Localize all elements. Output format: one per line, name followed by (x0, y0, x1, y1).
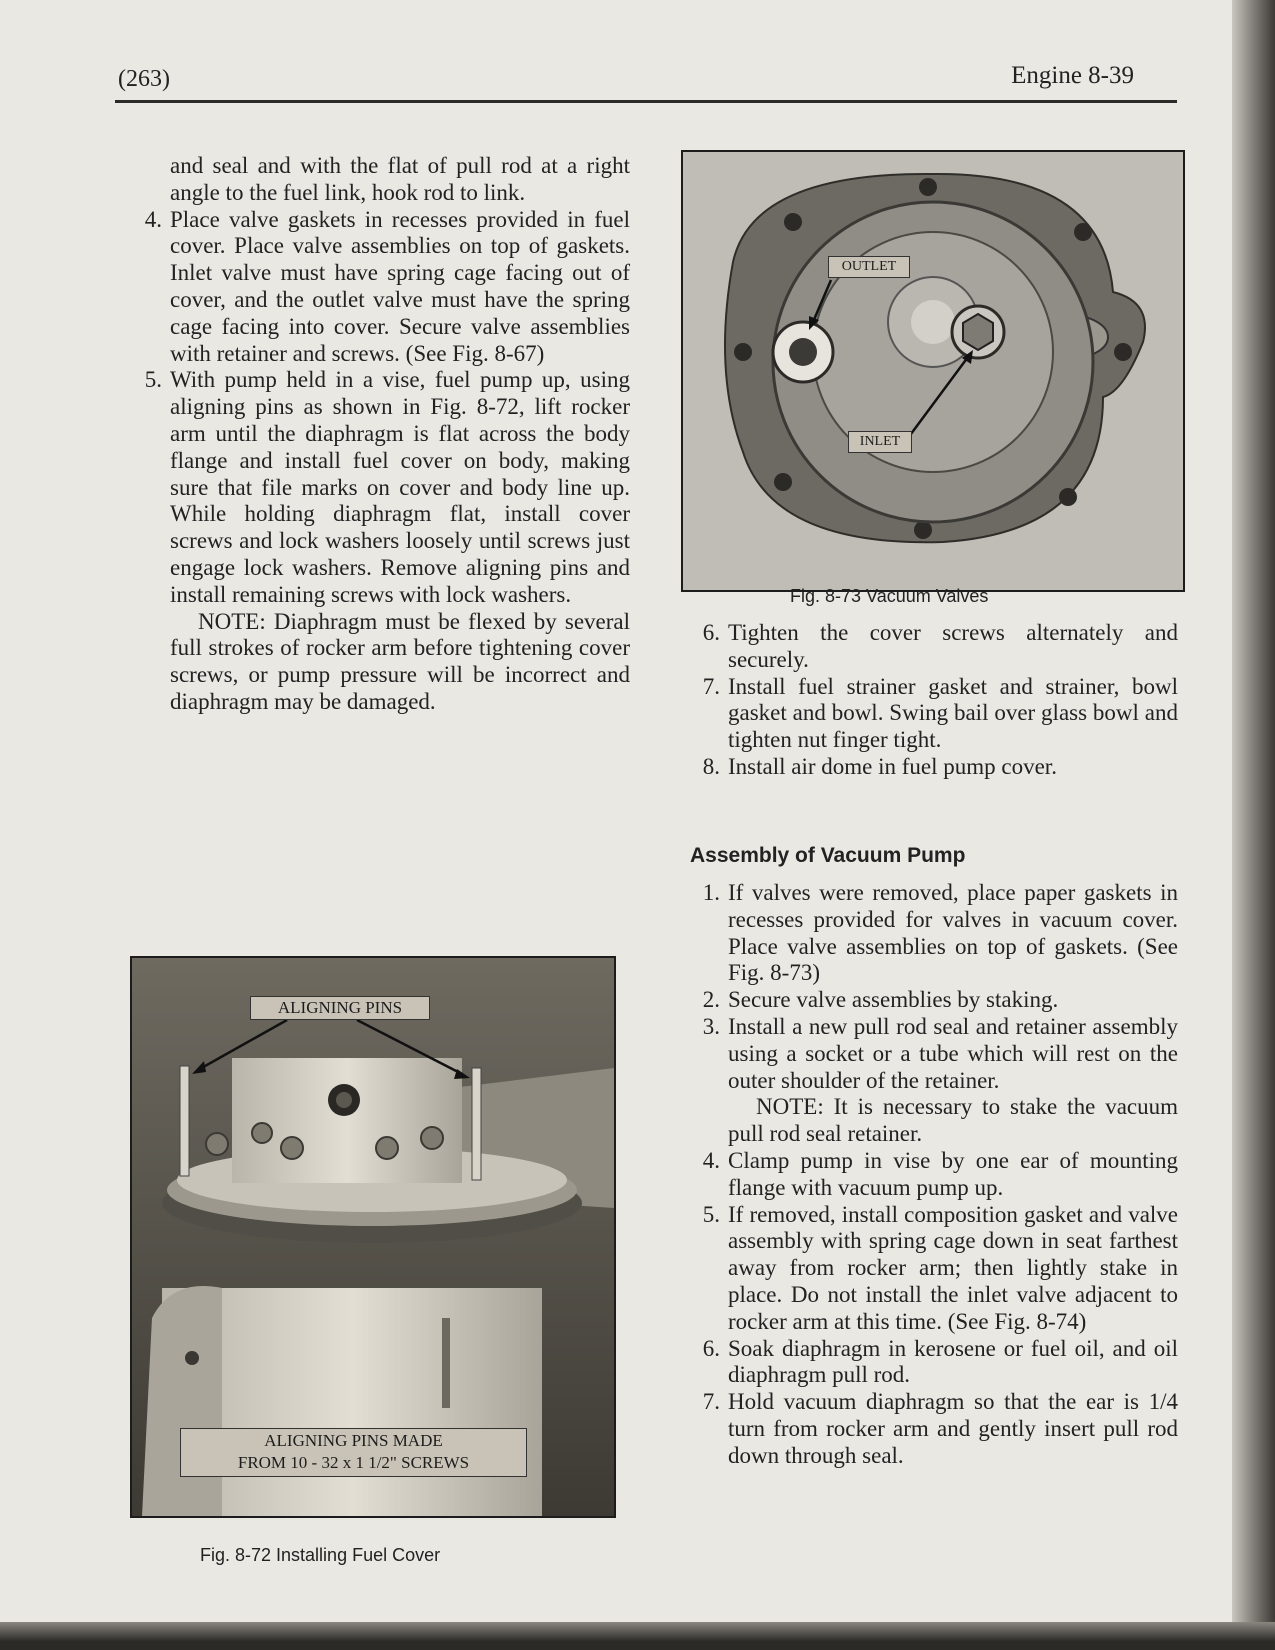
label-line-2: FROM 10 - 32 x 1 1/2" SCREWS (237, 1453, 470, 1472)
item-number: 4. (702, 1147, 720, 1173)
note-paragraph: NOTE: It is necessary to stake the vacuum pull rod seal retainer. (728, 1094, 1178, 1147)
figure-vacuum-valves (681, 150, 1185, 592)
item-text: Secure valve assemblies by staking. (728, 987, 1059, 1013)
note-paragraph: NOTE: Diaphragm must be flexed by several full strokes of rocker arm before tightening cover screws, or pump pressure will be incorrect and diaphragm may be damaged. (170, 608, 630, 714)
figure-installing-fuel-cover (130, 956, 616, 1518)
item-text: If removed, install composition gasket and valve assembly with spring cage down in seat farthest away from rocker arm; then lightly stake in place. Do not install the inlet valve adjacent to rocker arm at this time. (See Fig. 8-74) (728, 1201, 1178, 1334)
list-item (688, 1389, 1178, 1469)
item-number: 6. (702, 620, 720, 645)
left-column (130, 153, 630, 716)
list-item (688, 754, 1178, 781)
item-text: With pump held in a vise, fuel pump up, using aligning pins as shown in Fig. 8-72, lift rocker arm until the diaphragm is flat across the body flange and install fuel cover on body, making sure that file marks on cover and body line up. While holding diaphragm flat, install cover screws and lock washers loosely until screws just engage lock washers. Remove aligning pins and install remaining screws with lock washers. (170, 367, 630, 607)
item-number: 3. (702, 1013, 720, 1039)
right-column-assembly (688, 880, 1178, 1470)
fig72-caption: Fig. 8-72 Installing Fuel Cover (200, 1545, 441, 1565)
page-number: (263) (118, 66, 170, 92)
item-text: Tighten the cover screws alternately and securely. (728, 620, 1178, 672)
list-item (130, 207, 630, 368)
right-column-top (688, 620, 1178, 781)
item-text: Clamp pump in vise by one ear of mounting flange with vacuum pump up. (728, 1147, 1178, 1200)
item-text: If valves were removed, place paper gaskets in recesses provided for valves in vacuum cover. Place valve assemblies on top of gaskets. (See Fig. 8-73) (728, 880, 1178, 986)
list-item (688, 674, 1178, 754)
label-aligning-pins: ALIGNING PINS (250, 996, 430, 1020)
list-item (688, 880, 1178, 987)
item-number: 4. (144, 206, 162, 232)
item-number: 7. (702, 673, 720, 699)
item-number: 8. (702, 753, 720, 779)
item-text: Install fuel strainer gasket and strainer, bowl gasket and bowl. Swing bail over glass bowl and tighten nut finger tight. (728, 673, 1178, 753)
list-item (688, 1148, 1178, 1202)
list-item (688, 1336, 1178, 1390)
label-inlet: INLET (848, 431, 912, 453)
section-header: Engine 8-39 (1011, 62, 1134, 89)
list-item (688, 1202, 1178, 1336)
item-text: Install a new pull rod seal and retainer assembly using a socket or a tube which will rest on the outer shoulder of the retainer. (728, 1013, 1178, 1093)
page-bottom-shadow (0, 1622, 1275, 1650)
section-heading: Assembly of Vacuum Pump (690, 844, 966, 867)
item-text: Place valve gaskets in recesses provided in fuel cover. Place valve assemblies on top of gaskets. Inlet valve must have spring cage facing out of cover, and the outlet valve must have the spring cage facing into cover. Secure valve assemblies with retainer and screws. (See Fig. 8-67) (170, 206, 630, 366)
item-number: 1. (702, 880, 720, 905)
label-line-1: ALIGNING PINS MADE (264, 1431, 443, 1450)
list-item (688, 987, 1178, 1014)
item-number: 2. (702, 987, 720, 1013)
label-outlet: OUTLET (828, 256, 910, 278)
list-item (130, 367, 630, 608)
vacuum-cover-photo (683, 152, 1183, 590)
item-number: 5. (144, 367, 162, 393)
item-text: Soak diaphragm in kerosene or fuel oil, and oil diaphragm pull rod. (728, 1335, 1178, 1388)
list-item (688, 1014, 1178, 1094)
fig73-caption: Fig. 8-73 Vacuum Valves (790, 586, 989, 606)
item-number: 7. (702, 1389, 720, 1415)
item-number: 5. (702, 1201, 720, 1227)
intro-paragraph: and seal and with the flat of pull rod at a right angle to the fuel link, hook rod to link. (170, 153, 630, 205)
book-edge-shadow (1232, 0, 1275, 1650)
item-text: Hold vacuum diaphragm so that the ear is 1/4 turn from rocker arm and gently insert pull rod down through seal. (728, 1389, 1178, 1468)
header-rule (115, 100, 1177, 103)
item-text: Install air dome in fuel pump cover. (728, 753, 1057, 779)
item-number: 6. (702, 1335, 720, 1361)
list-item (688, 620, 1178, 674)
label-aligning-pins-made (180, 1428, 527, 1477)
